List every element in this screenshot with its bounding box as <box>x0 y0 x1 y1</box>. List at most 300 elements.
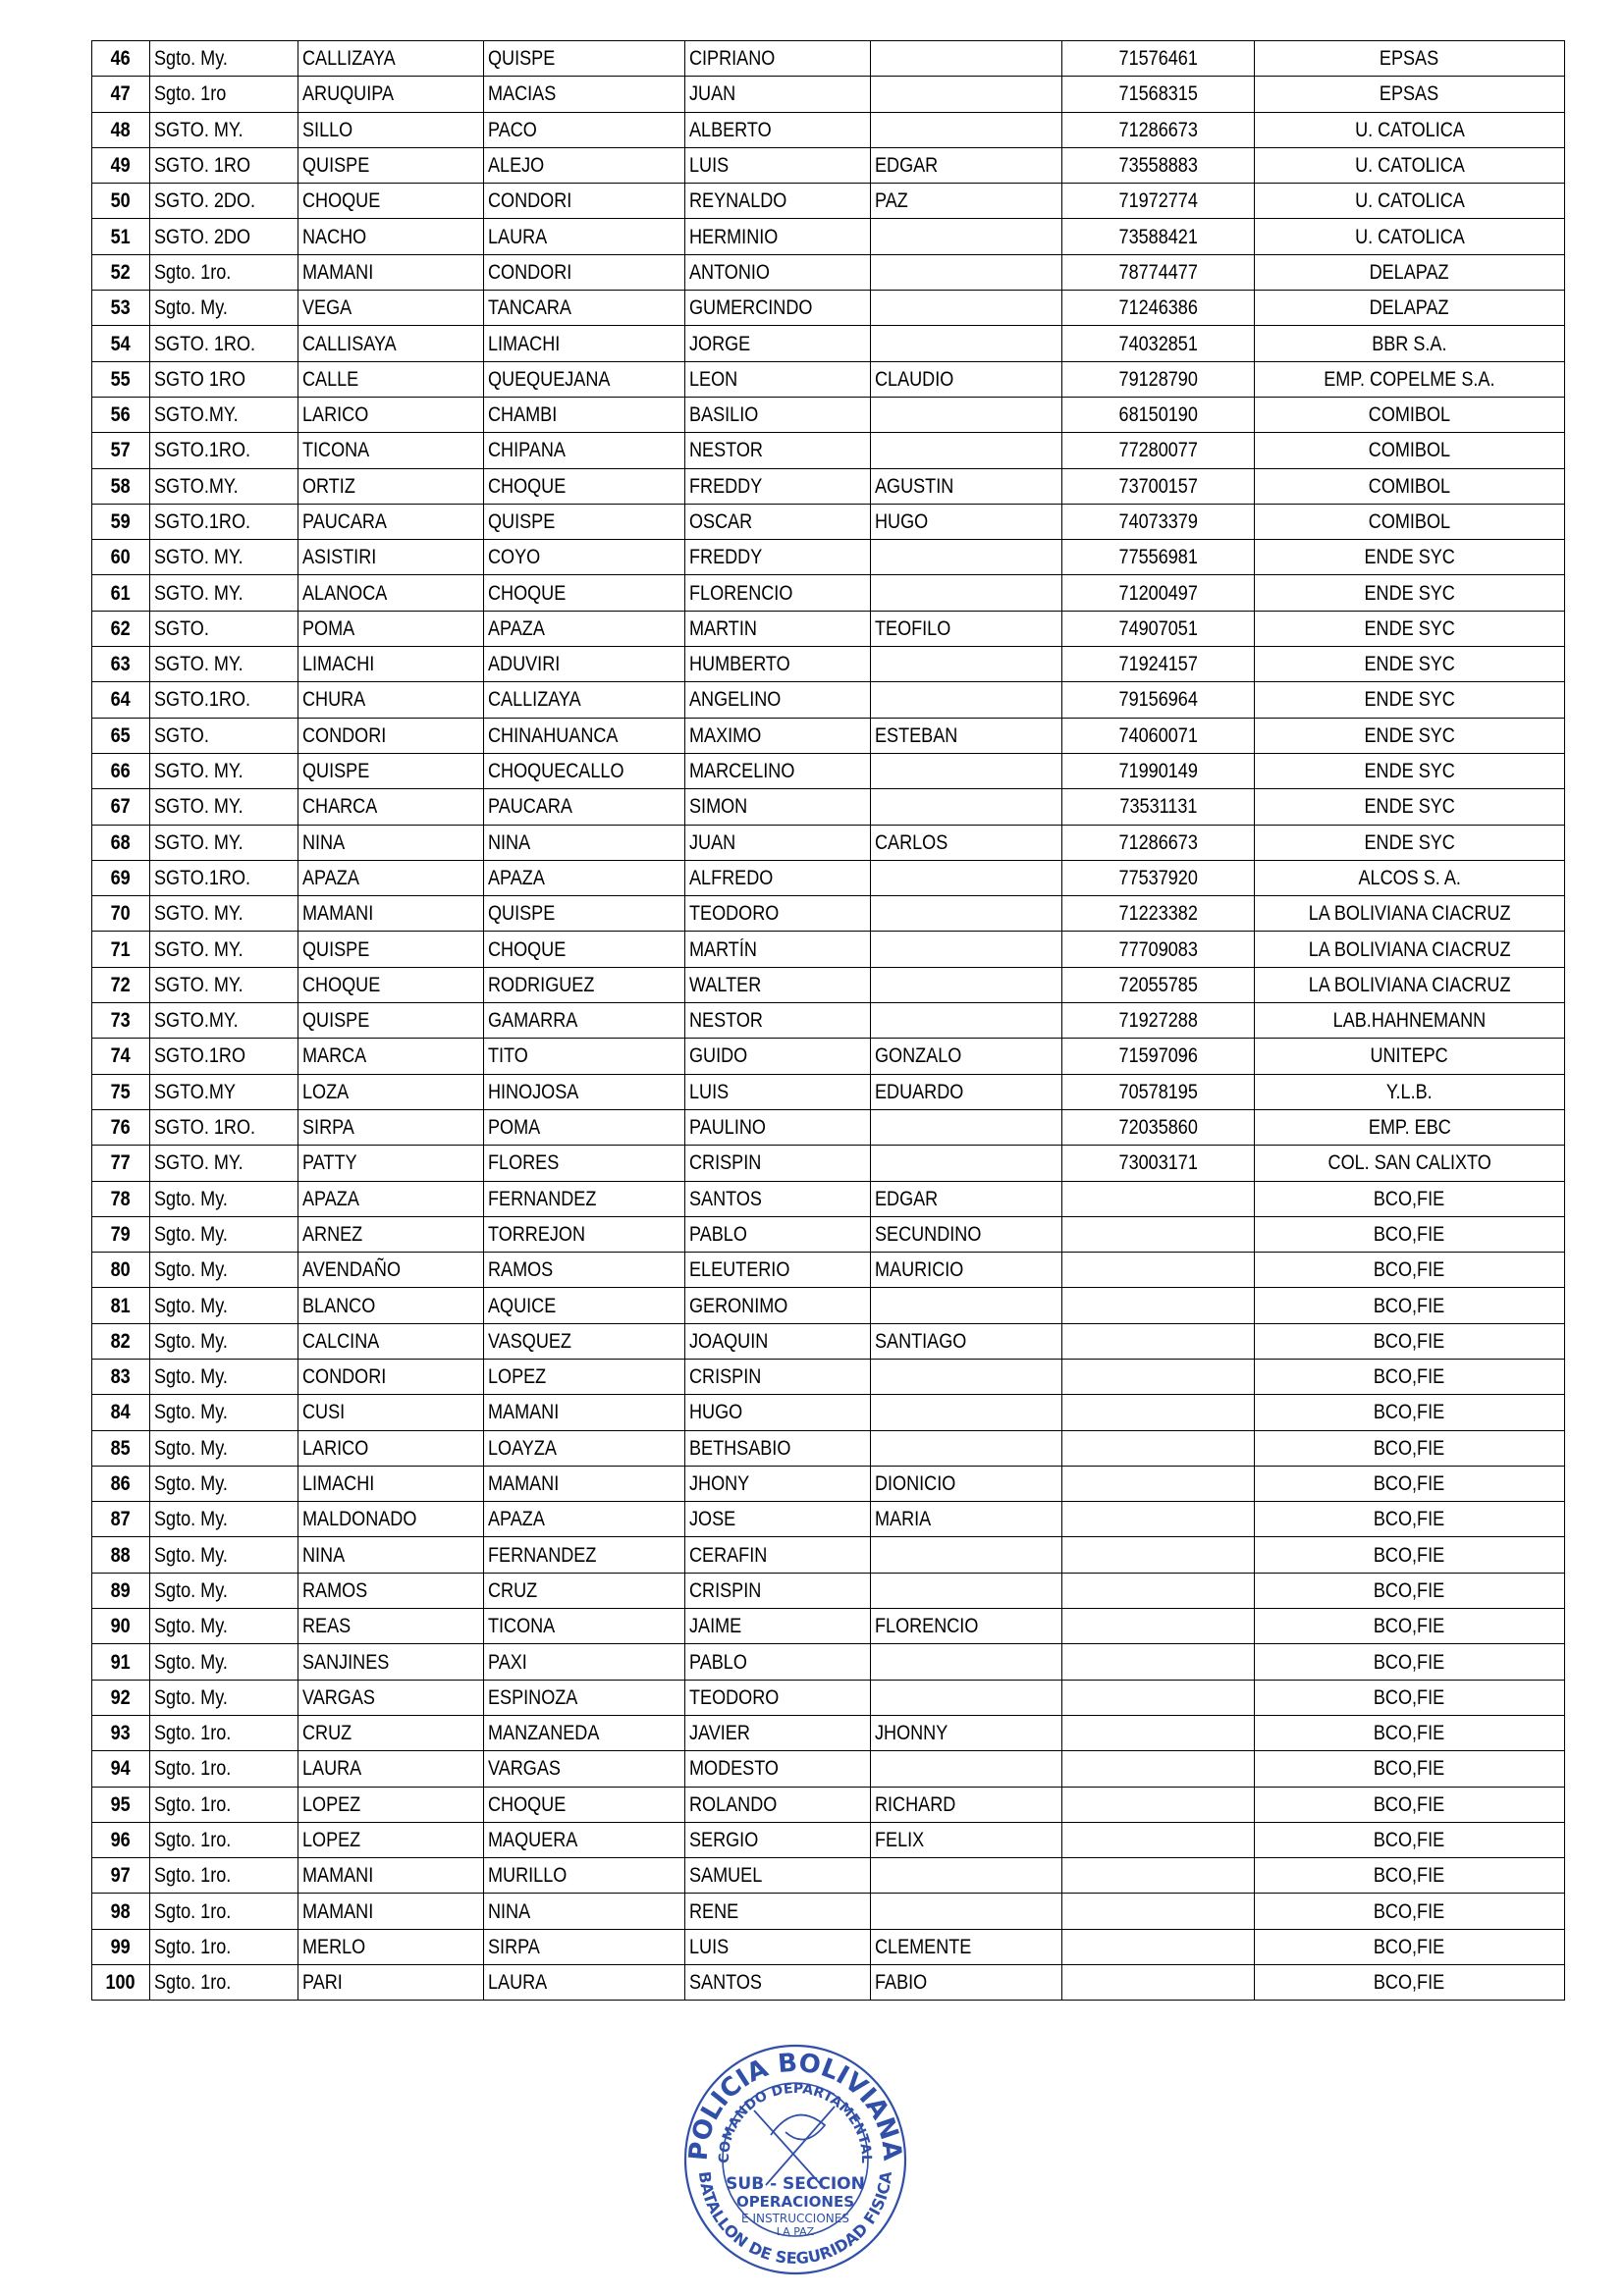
rank-cell <box>150 647 298 682</box>
entity-cell-text: ENDE SYC <box>1364 830 1455 854</box>
entity-cell-text: ENDE SYC <box>1364 795 1455 819</box>
paternal-surname-cell-text: CHOQUE <box>302 973 381 996</box>
entity-cell <box>1255 1430 1565 1466</box>
table-row <box>92 77 1565 112</box>
table-row <box>92 1822 1565 1857</box>
paternal-surname-cell-text: ALANOCA <box>302 581 388 605</box>
entity-cell <box>1255 468 1565 504</box>
entity-cell <box>1255 291 1565 326</box>
rank-cell <box>150 1573 298 1608</box>
first-name-cell-text: FREDDY <box>689 546 763 569</box>
row-number-cell <box>92 1323 150 1359</box>
entity-cell-text: U. CATOLICA <box>1354 189 1465 213</box>
maternal-surname-cell <box>484 1787 685 1822</box>
entity-cell <box>1255 896 1565 932</box>
phone-cell <box>1062 825 1255 860</box>
second-name-cell <box>871 1430 1062 1466</box>
maternal-surname-cell-text: CHAMBI <box>488 403 558 427</box>
paternal-surname-cell-text: CALLE <box>302 367 359 391</box>
paternal-surname-cell <box>298 1537 484 1573</box>
second-name-cell-text: ESTEBAN <box>875 723 958 747</box>
first-name-cell-text: CRISPIN <box>689 1151 762 1175</box>
first-name-cell-text: ALBERTO <box>689 118 772 141</box>
second-name-cell <box>871 1894 1062 1929</box>
paternal-surname-cell-text: SIRPA <box>302 1116 354 1140</box>
second-name-cell-text: FELIX <box>875 1828 925 1851</box>
rank-cell-text: SGTO.1RO. <box>154 439 251 462</box>
first-name-cell <box>685 1466 871 1501</box>
stamp-line2: OPERACIONES <box>735 2193 855 2211</box>
rank-cell <box>150 1003 298 1039</box>
paternal-surname-cell <box>298 1573 484 1608</box>
rank-cell <box>150 1146 298 1181</box>
second-name-cell <box>871 219 1062 254</box>
rank-cell-text: SGTO. MY. <box>154 653 244 676</box>
second-name-cell-text: EDGAR <box>875 1187 939 1210</box>
row-number-cell <box>92 682 150 718</box>
first-name-cell-text: OSCAR <box>689 510 753 533</box>
phone-cell <box>1062 1288 1255 1323</box>
row-number-cell-text: 95 <box>110 1792 132 1816</box>
phone-cell <box>1062 1537 1255 1573</box>
rank-cell-text: SGTO.1RO <box>154 1044 246 1068</box>
maternal-surname-cell-text: TANCARA <box>488 296 571 320</box>
entity-cell <box>1255 825 1565 860</box>
second-name-cell <box>871 1253 1062 1288</box>
rank-cell-text: SGTO. MY. <box>154 902 244 926</box>
rank-cell <box>150 967 298 1002</box>
rank-cell-text: Sgto. 1ro. <box>154 1757 232 1781</box>
entity-cell-text: BCO,FIE <box>1374 1365 1445 1389</box>
second-name-cell <box>871 147 1062 183</box>
row-number-cell-text: 52 <box>110 260 132 284</box>
table-row <box>92 326 1565 361</box>
second-name-cell <box>871 647 1062 682</box>
first-name-cell <box>685 1039 871 1074</box>
paternal-surname-cell-text: ARUQUIPA <box>302 82 395 106</box>
paternal-surname-cell <box>298 682 484 718</box>
first-name-cell <box>685 682 871 718</box>
maternal-surname-cell <box>484 1680 685 1715</box>
maternal-surname-cell <box>484 1644 685 1680</box>
rank-cell <box>150 753 298 788</box>
first-name-cell <box>685 932 871 967</box>
paternal-surname-cell <box>298 1680 484 1715</box>
rank-cell <box>150 219 298 254</box>
entity-cell-text: ENDE SYC <box>1364 546 1455 569</box>
phone-cell <box>1062 1323 1255 1359</box>
first-name-cell <box>685 540 871 575</box>
paternal-surname-cell <box>298 1181 484 1216</box>
phone-cell <box>1062 1894 1255 1929</box>
first-name-cell-text: WALTER <box>689 973 762 996</box>
paternal-surname-cell <box>298 397 484 432</box>
first-name-cell <box>685 1359 871 1394</box>
paternal-surname-cell <box>298 1359 484 1394</box>
phone-cell <box>1062 611 1255 646</box>
rank-cell <box>150 504 298 539</box>
entity-cell-text: U. CATOLICA <box>1354 225 1465 248</box>
rank-cell <box>150 1181 298 1216</box>
second-name-cell <box>871 1822 1062 1857</box>
row-number-cell <box>92 860 150 895</box>
table-row <box>92 932 1565 967</box>
row-number-cell <box>92 540 150 575</box>
maternal-surname-cell-text: CHOQUE <box>488 474 567 498</box>
second-name-cell <box>871 1502 1062 1537</box>
police-seal-stamp <box>677 2042 913 2277</box>
stamp-inner-top: COMANDO DEPARTAMENTAL <box>716 2080 875 2163</box>
phone-cell-text: 70578195 <box>1118 1080 1198 1103</box>
row-number-cell-text: 59 <box>110 510 132 533</box>
maternal-surname-cell <box>484 1609 685 1644</box>
row-number-cell <box>92 1395 150 1430</box>
row-number-cell-text: 92 <box>110 1685 132 1709</box>
entity-cell-text: EMP. COPELME S.A. <box>1324 367 1495 391</box>
row-number-cell <box>92 41 150 77</box>
rank-cell-text: Sgto. 1ro. <box>154 1935 232 1958</box>
entity-cell-text: BCO,FIE <box>1374 1187 1445 1210</box>
row-number-cell <box>92 1929 150 1964</box>
first-name-cell-text: ANTONIO <box>689 260 770 284</box>
rank-cell-text: Sgto. 1ro. <box>154 260 232 284</box>
entity-cell-text: BCO,FIE <box>1374 1508 1445 1531</box>
entity-cell <box>1255 1359 1565 1394</box>
table-row <box>92 147 1565 183</box>
entity-cell <box>1255 1502 1565 1537</box>
first-name-cell-text: MARCELINO <box>689 760 795 783</box>
row-number-cell <box>92 932 150 967</box>
paternal-surname-cell-text: ORTIZ <box>302 474 355 498</box>
table-row <box>92 1216 1565 1252</box>
paternal-surname-cell <box>298 219 484 254</box>
row-number-cell-text: 93 <box>110 1722 132 1745</box>
row-number-cell <box>92 1894 150 1929</box>
first-name-cell <box>685 1573 871 1608</box>
first-name-cell <box>685 1146 871 1181</box>
entity-cell <box>1255 1146 1565 1181</box>
maternal-surname-cell-text: CHOQUE <box>488 581 567 605</box>
maternal-surname-cell <box>484 540 685 575</box>
table-row <box>92 789 1565 825</box>
second-name-cell <box>871 967 1062 1002</box>
rank-cell-text: SGTO. 1RO. <box>154 1116 256 1140</box>
paternal-surname-cell <box>298 1146 484 1181</box>
maternal-surname-cell <box>484 1253 685 1288</box>
phone-cell <box>1062 433 1255 468</box>
second-name-cell <box>871 1109 1062 1145</box>
second-name-cell-text: FABIO <box>875 1971 928 1995</box>
maternal-surname-cell-text: CHIPANA <box>488 439 566 462</box>
paternal-surname-cell <box>298 575 484 611</box>
entity-cell <box>1255 718 1565 753</box>
maternal-surname-cell-text: FERNANDEZ <box>488 1187 597 1210</box>
first-name-cell-text: PABLO <box>689 1650 747 1674</box>
paternal-surname-cell-text: REAS <box>302 1615 352 1638</box>
row-number-cell <box>92 1253 150 1288</box>
rank-cell-text: Sgto. My. <box>154 1615 228 1638</box>
rank-cell-text: Sgto. My. <box>154 1578 228 1602</box>
rank-cell <box>150 291 298 326</box>
first-name-cell <box>685 1751 871 1787</box>
rank-cell-text: Sgto. My. <box>154 1294 228 1317</box>
phone-cell-text: 71200497 <box>1118 581 1198 605</box>
phone-cell-text: 73588421 <box>1118 225 1198 248</box>
paternal-surname-cell <box>298 326 484 361</box>
entity-cell <box>1255 326 1565 361</box>
entity-cell <box>1255 1929 1565 1964</box>
rank-cell <box>150 1430 298 1466</box>
maternal-surname-cell <box>484 932 685 967</box>
table-row <box>92 1573 1565 1608</box>
phone-cell-text: 71286673 <box>1118 830 1198 854</box>
row-number-cell <box>92 1858 150 1894</box>
rank-cell <box>150 254 298 290</box>
entity-cell-text: BCO,FIE <box>1374 1828 1445 1851</box>
maternal-surname-cell <box>484 433 685 468</box>
entity-cell <box>1255 967 1565 1002</box>
paternal-surname-cell <box>298 1430 484 1466</box>
rank-cell <box>150 433 298 468</box>
row-number-cell <box>92 1609 150 1644</box>
first-name-cell <box>685 41 871 77</box>
row-number-cell-text: 76 <box>110 1116 132 1140</box>
phone-cell-text: 77556981 <box>1118 546 1198 569</box>
phone-cell-text: 71927288 <box>1118 1009 1198 1033</box>
first-name-cell <box>685 1644 871 1680</box>
paternal-surname-cell <box>298 860 484 895</box>
row-number-cell-text: 91 <box>110 1650 132 1674</box>
paternal-surname-cell <box>298 967 484 1002</box>
row-number-cell <box>92 254 150 290</box>
phone-cell-text: 74060071 <box>1118 723 1198 747</box>
maternal-surname-cell-text: LAURA <box>488 1971 548 1995</box>
table-row <box>92 1395 1565 1430</box>
rank-cell-text: SGTO. <box>154 616 209 640</box>
row-number-cell <box>92 291 150 326</box>
paternal-surname-cell-text: QUISPE <box>302 937 370 961</box>
paternal-surname-cell <box>298 184 484 219</box>
first-name-cell <box>685 1894 871 1929</box>
phone-cell-text: 73003171 <box>1118 1151 1198 1175</box>
table-row <box>92 1074 1565 1109</box>
first-name-cell <box>685 753 871 788</box>
maternal-surname-cell <box>484 112 685 147</box>
paternal-surname-cell-text: QUISPE <box>302 1009 370 1033</box>
first-name-cell-text: JHONY <box>689 1472 750 1496</box>
entity-cell <box>1255 254 1565 290</box>
row-number-cell <box>92 361 150 397</box>
maternal-surname-cell <box>484 682 685 718</box>
entity-cell-text: UNITEPC <box>1370 1044 1449 1068</box>
maternal-surname-cell-text: LIMACHI <box>488 332 561 355</box>
phone-cell <box>1062 41 1255 77</box>
entity-cell <box>1255 219 1565 254</box>
row-number-cell-text: 62 <box>110 616 132 640</box>
rank-cell-text: SGTO. 2DO. <box>154 189 256 213</box>
phone-cell-text: 71990149 <box>1118 760 1198 783</box>
paternal-surname-cell-text: NINA <box>302 830 346 854</box>
paternal-surname-cell-text: CHARCA <box>302 795 378 819</box>
phone-cell <box>1062 397 1255 432</box>
maternal-surname-cell-text: CHOQUE <box>488 937 567 961</box>
rank-cell-text: Sgto. My. <box>154 1508 228 1531</box>
rank-cell <box>150 1074 298 1109</box>
paternal-surname-cell <box>298 789 484 825</box>
rank-cell-text: Sgto. 1ro. <box>154 1899 232 1923</box>
maternal-surname-cell <box>484 611 685 646</box>
table-row <box>92 397 1565 432</box>
rank-cell-text: SGTO.MY <box>154 1080 236 1103</box>
table-row <box>92 860 1565 895</box>
maternal-surname-cell-text: CALLIZAYA <box>488 688 581 712</box>
phone-cell <box>1062 1253 1255 1288</box>
rank-cell <box>150 77 298 112</box>
phone-cell-text: 71576461 <box>1118 47 1198 71</box>
entity-cell <box>1255 1181 1565 1216</box>
rank-cell-text: SGTO. MY. <box>154 546 244 569</box>
paternal-surname-cell <box>298 1644 484 1680</box>
maternal-surname-cell <box>484 184 685 219</box>
second-name-cell <box>871 1929 1062 1964</box>
phone-cell <box>1062 1074 1255 1109</box>
phone-cell <box>1062 1181 1255 1216</box>
table-row <box>92 1715 1565 1750</box>
row-number-cell-text: 55 <box>110 367 132 391</box>
rank-cell-text: Sgto. 1ro. <box>154 1971 232 1995</box>
table-row <box>92 753 1565 788</box>
entity-cell-text: ENDE SYC <box>1364 653 1455 676</box>
rank-cell-text: SGTO. 1RO <box>154 154 251 178</box>
maternal-surname-cell <box>484 1573 685 1608</box>
second-name-cell <box>871 1074 1062 1109</box>
paternal-surname-cell-text: CONDORI <box>302 1365 387 1389</box>
entity-cell-text: BCO,FIE <box>1374 1258 1445 1282</box>
table-row <box>92 540 1565 575</box>
paternal-surname-cell-text: PATTY <box>302 1151 357 1175</box>
rank-cell <box>150 1288 298 1323</box>
row-number-cell-text: 70 <box>110 902 132 926</box>
row-number-cell <box>92 1502 150 1537</box>
paternal-surname-cell-text: CHURA <box>302 688 366 712</box>
paternal-surname-cell <box>298 718 484 753</box>
row-number-cell-text: 79 <box>110 1222 132 1246</box>
entity-cell <box>1255 1003 1565 1039</box>
entity-cell <box>1255 1644 1565 1680</box>
rank-cell-text: SGTO. MY. <box>154 581 244 605</box>
paternal-surname-cell-text: MAMANI <box>302 260 374 284</box>
second-name-cell <box>871 1323 1062 1359</box>
entity-cell <box>1255 860 1565 895</box>
first-name-cell-text: HUMBERTO <box>689 653 790 676</box>
paternal-surname-cell-text: SANJINES <box>302 1650 390 1674</box>
row-number-cell-text: 65 <box>110 723 132 747</box>
paternal-surname-cell-text: CALLISAYA <box>302 332 397 355</box>
first-name-cell <box>685 291 871 326</box>
row-number-cell <box>92 1537 150 1573</box>
first-name-cell-text: JOAQUIN <box>689 1329 769 1353</box>
first-name-cell <box>685 254 871 290</box>
rank-cell <box>150 1323 298 1359</box>
first-name-cell-text: TEODORO <box>689 902 780 926</box>
paternal-surname-cell <box>298 753 484 788</box>
maternal-surname-cell-text: TICONA <box>488 1615 556 1638</box>
entity-cell <box>1255 932 1565 967</box>
table-row <box>92 1466 1565 1501</box>
rank-cell-text: SGTO. MY. <box>154 795 244 819</box>
entity-cell-text: COMIBOL <box>1368 439 1451 462</box>
first-name-cell-text: CIPRIANO <box>689 47 776 71</box>
table-row <box>92 468 1565 504</box>
entity-cell <box>1255 1894 1565 1929</box>
second-name-cell-text: DIONICIO <box>875 1472 956 1496</box>
paternal-surname-cell <box>298 1109 484 1145</box>
entity-cell-text: U. CATOLICA <box>1354 154 1465 178</box>
paternal-surname-cell-text: LARICO <box>302 403 369 427</box>
rank-cell-text: Sgto. My. <box>154 1222 228 1246</box>
rank-cell-text: Sgto. 1ro. <box>154 1792 232 1816</box>
row-number-cell <box>92 896 150 932</box>
phone-cell-text: 71246386 <box>1118 296 1198 320</box>
table-row <box>92 219 1565 254</box>
second-name-cell <box>871 504 1062 539</box>
entity-cell <box>1255 112 1565 147</box>
first-name-cell-text: PABLO <box>689 1222 747 1246</box>
paternal-surname-cell <box>298 1216 484 1252</box>
maternal-surname-cell-text: HINOJOSA <box>488 1080 579 1103</box>
first-name-cell-text: MARTIN <box>689 616 757 640</box>
paternal-surname-cell <box>298 1609 484 1644</box>
row-number-cell <box>92 468 150 504</box>
rank-cell-text: SGTO. <box>154 723 209 747</box>
paternal-surname-cell-text: VARGAS <box>302 1685 375 1709</box>
phone-cell-text: 72055785 <box>1118 973 1198 996</box>
paternal-surname-cell <box>298 1929 484 1964</box>
row-number-cell-text: 100 <box>105 1971 136 1995</box>
paternal-surname-cell <box>298 41 484 77</box>
maternal-surname-cell <box>484 1965 685 2001</box>
first-name-cell <box>685 789 871 825</box>
maternal-surname-cell-text: VARGAS <box>488 1757 561 1781</box>
second-name-cell <box>871 1573 1062 1608</box>
first-name-cell-text: GUMERCINDO <box>689 296 813 320</box>
first-name-cell <box>685 326 871 361</box>
row-number-cell <box>92 1751 150 1787</box>
second-name-cell-text: EDUARDO <box>875 1080 964 1103</box>
stamp-line1: SUB - SECCION <box>726 2174 865 2194</box>
entity-cell <box>1255 789 1565 825</box>
first-name-cell-text: HERMINIO <box>689 225 779 248</box>
paternal-surname-cell-text: NINA <box>302 1543 346 1567</box>
maternal-surname-cell-text: PACO <box>488 118 537 141</box>
phone-cell-text: 77280077 <box>1118 439 1198 462</box>
entity-cell-text: BCO,FIE <box>1374 1294 1445 1317</box>
phone-cell <box>1062 1644 1255 1680</box>
first-name-cell-text: NESTOR <box>689 1009 763 1033</box>
first-name-cell-text: PAULINO <box>689 1116 766 1140</box>
row-number-cell <box>92 112 150 147</box>
maternal-surname-cell <box>484 147 685 183</box>
first-name-cell-text: SERGIO <box>689 1828 759 1851</box>
phone-cell <box>1062 77 1255 112</box>
rank-cell <box>150 682 298 718</box>
row-number-cell-text: 77 <box>110 1151 132 1175</box>
row-number-cell <box>92 1003 150 1039</box>
phone-cell-text: 73558883 <box>1118 154 1198 178</box>
first-name-cell <box>685 647 871 682</box>
row-number-cell-text: 97 <box>110 1864 132 1888</box>
table-row <box>92 1323 1565 1359</box>
